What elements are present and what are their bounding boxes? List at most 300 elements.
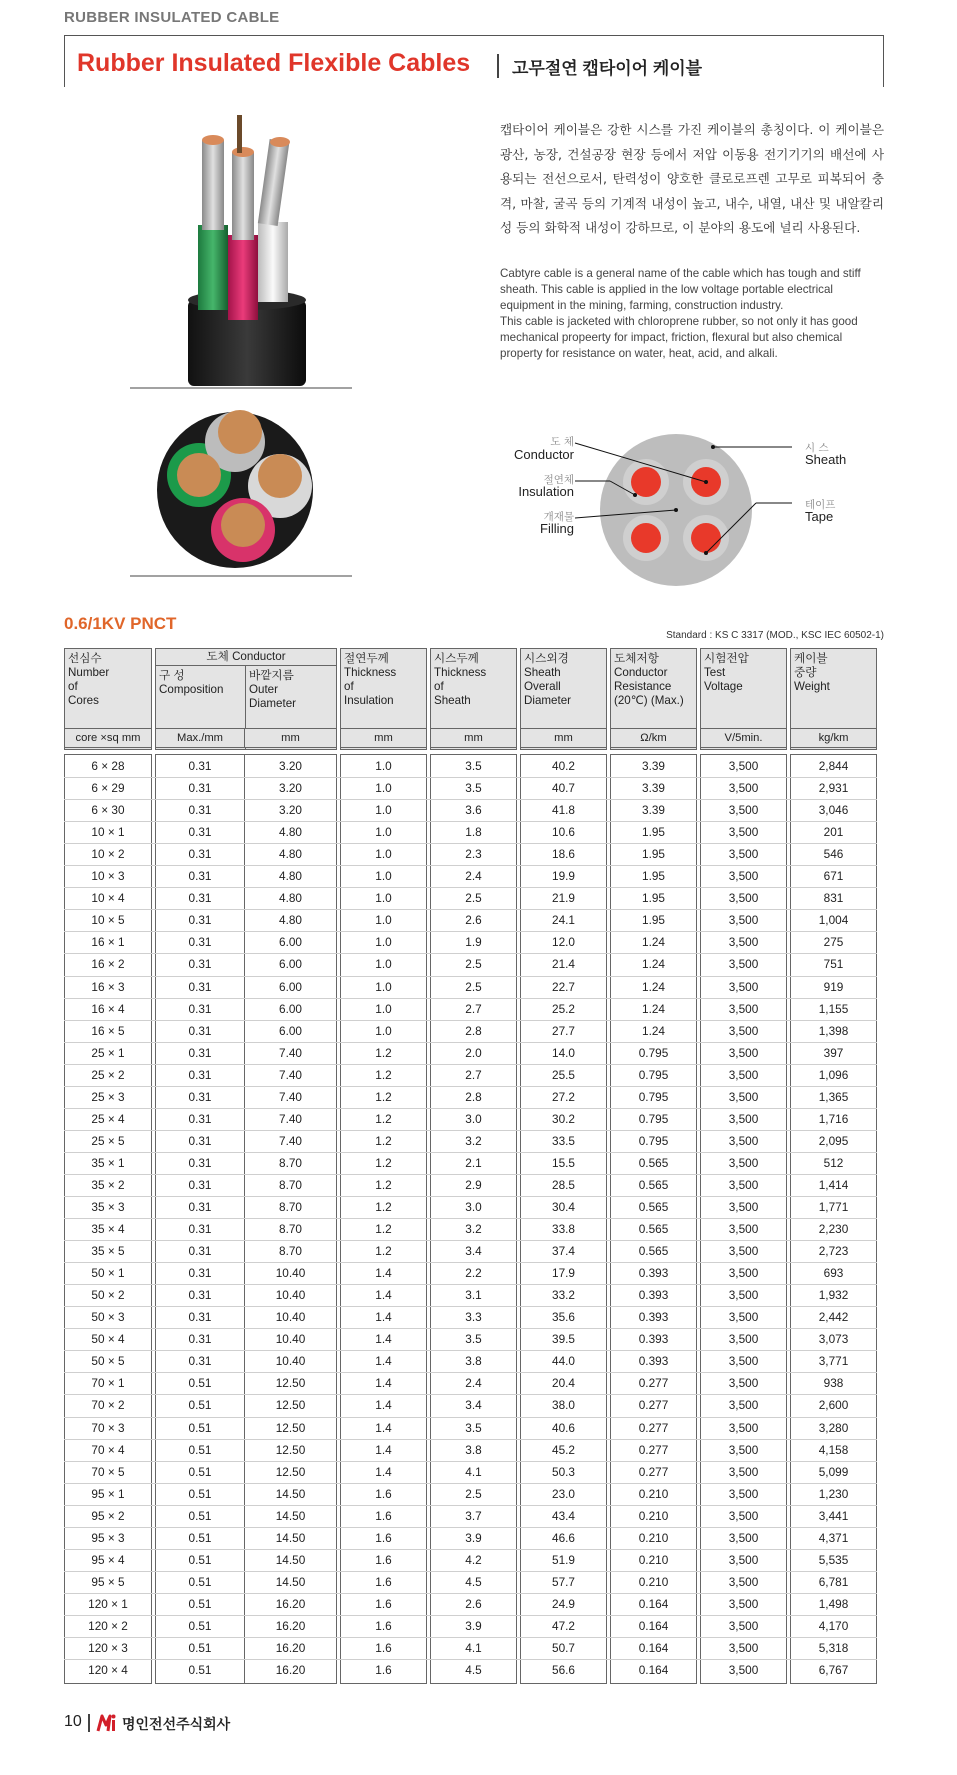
table-cell: 0.210 — [638, 1530, 669, 1545]
table-cell: 3.6 — [465, 803, 482, 818]
table-cell: 1.95 — [642, 847, 665, 862]
header-outer-ko: 바깥지름 — [249, 669, 294, 682]
section-label: RUBBER INSULATED CABLE — [64, 9, 280, 26]
table-cell: 95 × 5 — [91, 1574, 125, 1589]
table-cell: 4.80 — [279, 891, 302, 906]
table-cell: 0.31 — [188, 847, 212, 862]
description-english-p1: Cabtyre cable is a general name of the cable which has tough and stiff sheath. This cable is applied in the low voltage portable electrical equipment in the mining, farming, construction industry. — [500, 267, 861, 312]
table-cell: 3,500 — [728, 891, 759, 906]
table-cell: 3.8 — [465, 1442, 482, 1457]
table-cell: 25 × 4 — [91, 1111, 125, 1126]
table-cell: 27.2 — [552, 1089, 575, 1104]
table-cell: 1.0 — [375, 825, 392, 840]
title-divider — [497, 54, 499, 78]
conductor-core — [631, 467, 661, 497]
table-cell: 18.6 — [552, 847, 575, 862]
table-cell: 0.31 — [188, 825, 212, 840]
table-cell: 4,371 — [818, 1530, 849, 1545]
table-cell: 56.6 — [552, 1663, 575, 1678]
table-cell: 10 × 3 — [91, 869, 125, 884]
table-cell: 35 × 1 — [91, 1155, 125, 1170]
header-sheath-en: Thickness — [434, 666, 487, 679]
table-cell: 3,500 — [728, 1177, 759, 1192]
table-cell: 3,280 — [818, 1420, 849, 1435]
table-cell: 0.31 — [188, 1177, 212, 1192]
table-cell: 2.5 — [465, 979, 482, 994]
table-cell: 2,095 — [818, 1133, 849, 1148]
table-cell: 1.4 — [375, 1464, 392, 1479]
table-cell: 3,500 — [728, 847, 759, 862]
table-cell: 0.393 — [638, 1310, 669, 1325]
table-cell: 3,500 — [728, 913, 759, 928]
table-cell: 70 × 5 — [91, 1464, 125, 1479]
label-filling-ko: 개재물 — [543, 511, 574, 523]
table-cell: 1,498 — [818, 1596, 849, 1611]
table-cell: 5,318 — [818, 1641, 849, 1655]
page-title: Rubber Insulated Flexible Cables — [77, 49, 471, 77]
table-cell: 938 — [823, 1376, 844, 1391]
table-cell: 0.277 — [638, 1442, 669, 1457]
table-cell: 70 × 3 — [91, 1420, 125, 1435]
table-cell: 3,500 — [728, 1111, 759, 1126]
table-cell: 919 — [823, 979, 844, 994]
header-cores-ko: 선심수 — [68, 652, 102, 665]
table-cell: 3,500 — [728, 759, 759, 773]
table-cell: 40.2 — [552, 759, 575, 773]
table-cell: 201 — [823, 825, 844, 840]
table-cell: 3,500 — [728, 957, 759, 972]
table-cell: 1,365 — [818, 1089, 849, 1104]
table-cell: 275 — [823, 935, 844, 950]
table-cell: 4,170 — [818, 1618, 849, 1633]
table-cell: 2.7 — [465, 1001, 482, 1016]
table-cell: 0.51 — [188, 1486, 212, 1501]
table-cell: 1.24 — [642, 1001, 665, 1016]
table-cell: 3,500 — [728, 1089, 759, 1104]
table-cell: 12.50 — [275, 1398, 306, 1413]
table-cell: 50 × 1 — [91, 1266, 125, 1281]
table-cell: 0.393 — [638, 1288, 669, 1303]
table-cell: 95 × 2 — [91, 1508, 125, 1523]
header-sheath-en: Sheath — [434, 694, 471, 707]
table-cell: 70 × 1 — [91, 1376, 125, 1391]
table-cell: 3,500 — [728, 1266, 759, 1281]
table-cell: 3,500 — [728, 1398, 759, 1413]
table-cell: 1.2 — [375, 1045, 392, 1060]
table-cell: 1.0 — [375, 869, 392, 884]
table-cell: 0.210 — [638, 1486, 669, 1501]
table-cell: 1.2 — [375, 1200, 392, 1214]
table-cell: 3.39 — [642, 781, 665, 796]
table-cell: 0.393 — [638, 1332, 669, 1347]
table-cell: 3,500 — [728, 1023, 759, 1038]
table-cell: 10.40 — [275, 1266, 306, 1281]
table-cell: 1.6 — [375, 1486, 392, 1501]
table-cell: 3,500 — [728, 1045, 759, 1060]
table-cell: 5,099 — [818, 1464, 849, 1479]
table-cell: 0.31 — [188, 1310, 212, 1325]
unit-cell: V/5min. — [700, 728, 787, 748]
table-cell: 23.0 — [552, 1486, 575, 1501]
table-cell: 14.50 — [275, 1552, 306, 1567]
table-cell: 1,398 — [818, 1023, 849, 1038]
table-cell: 512 — [823, 1155, 844, 1170]
table-cell: 0.164 — [638, 1596, 669, 1611]
table-cell: 1.95 — [642, 891, 665, 906]
table-cell: 24.9 — [552, 1596, 575, 1611]
table-cell: 0.393 — [638, 1354, 669, 1369]
company-name: 명인전선주식회사 — [122, 1717, 231, 1733]
page-title-korean: 고무절연 캡타이어 케이블 — [512, 59, 703, 78]
table-cell: 40.7 — [552, 781, 575, 796]
table-cell: 1.0 — [375, 759, 392, 773]
table-cell: 25 × 1 — [91, 1045, 125, 1060]
table-cell: 2.7 — [465, 1067, 482, 1082]
table-cell: 3,500 — [728, 1420, 759, 1435]
table-cell: 38.0 — [552, 1398, 575, 1413]
table-cell: 2,230 — [818, 1222, 849, 1237]
table-cell: 3.8 — [465, 1354, 482, 1369]
table-cell: 1.6 — [375, 1552, 392, 1567]
table-cell: 3.20 — [279, 781, 302, 796]
table-cell: 2,442 — [818, 1310, 849, 1325]
table-cell: 0.31 — [188, 1111, 212, 1126]
table-cell: 1,004 — [818, 913, 849, 928]
table-cell: 1.95 — [642, 913, 665, 928]
table-cell: 1.0 — [375, 847, 392, 862]
table-cell: 7.40 — [279, 1089, 302, 1104]
table-cell: 50 × 3 — [91, 1310, 125, 1325]
table-cell: 2.8 — [465, 1089, 482, 1104]
table-cell: 1.4 — [375, 1354, 392, 1369]
label-conductor: Conductor — [514, 447, 574, 462]
table-cell: 3,500 — [728, 1310, 759, 1325]
table-cell: 1.2 — [375, 1111, 392, 1126]
table-cell: 2.2 — [465, 1266, 482, 1281]
unit-cell: mm — [520, 728, 607, 748]
table-cell: 17.9 — [552, 1266, 575, 1281]
table-cell: 12.50 — [275, 1442, 306, 1457]
table-cell: 0.31 — [188, 781, 212, 796]
table-cell: 4,158 — [818, 1442, 849, 1457]
table-cell: 25.5 — [552, 1067, 575, 1082]
table-cell: 0.31 — [188, 1023, 212, 1038]
table-cell: 3,500 — [728, 1288, 759, 1303]
table-cell: 2,723 — [818, 1244, 849, 1259]
table-cell: 3,500 — [728, 1200, 759, 1214]
table-cell: 0.31 — [188, 1288, 212, 1303]
table-cell: 1.6 — [375, 1618, 392, 1633]
table-cell: 0.51 — [188, 1618, 212, 1633]
table-cell: 4.80 — [279, 913, 302, 928]
table-cell: 16.20 — [275, 1641, 306, 1655]
header-insulation-ko: 절연두께 — [344, 652, 389, 665]
table-cell: 4.80 — [279, 869, 302, 884]
header-insulation-en: Insulation — [344, 694, 394, 707]
table-cell: 0.795 — [638, 1133, 669, 1148]
table-cell: 2.5 — [465, 957, 482, 972]
unit-cell: mm — [340, 728, 427, 748]
table-cell: 3,500 — [728, 1332, 759, 1347]
header-conductor-ko: 도체 — [206, 650, 229, 663]
table-cell: 120 × 1 — [88, 1596, 128, 1611]
table-cell: 6.00 — [279, 979, 302, 994]
table-cell: 14.50 — [275, 1486, 306, 1501]
table-cell: 33.2 — [552, 1288, 575, 1303]
table-cell: 70 × 2 — [91, 1398, 125, 1413]
table-cell: 3.0 — [465, 1111, 482, 1126]
table-cell: 16 × 1 — [91, 935, 125, 950]
table-cell: 2.4 — [465, 869, 482, 884]
table-cell: 1.2 — [375, 1067, 392, 1082]
table-cell: 3.9 — [465, 1618, 482, 1633]
table-cell: 3,073 — [818, 1332, 849, 1347]
table-cell: 95 × 3 — [91, 1530, 125, 1545]
table-cell: 30.4 — [552, 1200, 575, 1214]
header-weight-en: Weight — [794, 680, 830, 693]
table-cell: 3,500 — [728, 1618, 759, 1633]
table-cell: 16 × 3 — [91, 979, 125, 994]
table-cell: 7.40 — [279, 1111, 302, 1126]
header-insulation-en: of — [344, 680, 354, 693]
table-cell: 4.5 — [465, 1574, 482, 1589]
table-cell: 1.95 — [642, 825, 665, 840]
table-cell: 3.39 — [642, 803, 665, 818]
table-cell: 397 — [823, 1045, 844, 1060]
table-cell: 20.4 — [552, 1376, 575, 1391]
table-cell: 21.4 — [552, 957, 575, 972]
header-weight-ko: 중량 — [794, 666, 817, 679]
table-cell: 25 × 2 — [91, 1067, 125, 1082]
table-cell: 35 × 4 — [91, 1222, 125, 1237]
table-cell: 0.51 — [188, 1464, 212, 1479]
table-cell: 0.31 — [188, 1155, 212, 1170]
table-cell: 16.20 — [275, 1618, 306, 1633]
table-cell: 39.5 — [552, 1332, 575, 1347]
table-cell: 0.31 — [188, 979, 212, 994]
table-cell: 3,500 — [728, 1530, 759, 1545]
description-english-p2: This cable is jacketed with chloroprene rubber, so not only it has good mechanical propeerty for impact, friction, flexural but also chemical property for resistance on water, heat, acid, and alkali. — [500, 315, 858, 360]
table-cell: 1.0 — [375, 891, 392, 906]
table-cell: 0.565 — [638, 1222, 669, 1237]
table-cell: 3,500 — [728, 1222, 759, 1237]
table-cell: 3,500 — [728, 1596, 759, 1611]
table-cell: 120 × 3 — [88, 1641, 128, 1655]
table-cell: 0.31 — [188, 1067, 212, 1082]
table-cell: 3.5 — [465, 759, 482, 773]
table-cell: 7.40 — [279, 1133, 302, 1148]
table-cell: 671 — [823, 869, 844, 884]
table-cell: 6.00 — [279, 957, 302, 972]
unit-cell: Ω/km — [610, 728, 697, 748]
header-insulation-en: Thickness — [344, 666, 397, 679]
table-cell: 3,500 — [728, 979, 759, 994]
table-cell: 16.20 — [275, 1663, 306, 1678]
table-cell: 14.50 — [275, 1508, 306, 1523]
table-cell: 1.4 — [375, 1288, 392, 1303]
table-cell: 16 × 2 — [91, 957, 125, 972]
table-cell: 10.40 — [275, 1354, 306, 1369]
footer-divider — [88, 1714, 90, 1732]
table-cell: 2,600 — [818, 1398, 849, 1413]
table-cell: 0.51 — [188, 1376, 212, 1391]
table-cell: 0.277 — [638, 1420, 669, 1435]
table-cell: 3,500 — [728, 1442, 759, 1457]
table-cell: 3.4 — [465, 1244, 482, 1259]
table-cell: 3.20 — [279, 759, 302, 773]
table-cell: 8.70 — [279, 1200, 302, 1214]
table-cell: 0.565 — [638, 1200, 669, 1214]
table-cell: 4.1 — [465, 1641, 482, 1655]
table-cell: 6,781 — [818, 1574, 849, 1589]
table-cell: 0.393 — [638, 1266, 669, 1281]
table-cell: 120 × 4 — [88, 1663, 128, 1678]
table-cell: 0.565 — [638, 1244, 669, 1259]
table-cell: 0.31 — [188, 1001, 212, 1016]
table-cell: 1,230 — [818, 1486, 849, 1501]
table-cell: 2.0 — [465, 1045, 482, 1060]
header-sheath-en: of — [434, 680, 444, 693]
table-cell: 0.164 — [638, 1618, 669, 1633]
label-tape-ko: 테이프 — [805, 499, 836, 511]
table-cell: 0.795 — [638, 1111, 669, 1126]
table-cell: 8.70 — [279, 1155, 302, 1170]
table-cell: 1.6 — [375, 1596, 392, 1611]
table-cell: 50.3 — [552, 1464, 575, 1479]
table-cell: 10 × 5 — [91, 913, 125, 928]
table-cell: 1.6 — [375, 1663, 392, 1678]
table-cell: 0.51 — [188, 1442, 212, 1457]
table-cell: 3,500 — [728, 1641, 759, 1655]
table-cell: 10 × 2 — [91, 847, 125, 862]
table-cell: 19.9 — [552, 869, 575, 884]
table-cell: 1.24 — [642, 1023, 665, 1038]
table-cell: 16 × 4 — [91, 1001, 125, 1016]
table-cell: 16 × 5 — [91, 1023, 125, 1038]
table-cell: 12.50 — [275, 1420, 306, 1435]
table-cell: 2.6 — [465, 1596, 482, 1611]
table-cell: 3,500 — [728, 803, 759, 818]
table-cell: 546 — [823, 847, 844, 862]
table-cell: 1,771 — [818, 1200, 849, 1214]
table-cell: 0.31 — [188, 803, 212, 818]
unit-cell: mm — [430, 728, 517, 748]
header-od-en: Sheath — [524, 666, 561, 679]
table-cell: 0.277 — [638, 1376, 669, 1391]
table-cell: 2.3 — [465, 847, 482, 862]
table-cell: 33.8 — [552, 1222, 575, 1237]
table-cell: 0.31 — [188, 1045, 212, 1060]
table-cell: 7.40 — [279, 1045, 302, 1060]
table-cell: 6.00 — [279, 935, 302, 950]
page-number: 10 — [64, 1713, 82, 1730]
table-cell: 3,500 — [728, 825, 759, 840]
unit-cell: kg/km — [790, 728, 877, 748]
table-cell: 3,500 — [728, 1574, 759, 1589]
table-cell: 1.0 — [375, 913, 392, 928]
table-cell: 3,441 — [818, 1508, 849, 1523]
table-cell: 10 × 1 — [91, 825, 125, 840]
header-sheath-ko: 시스두께 — [434, 652, 479, 665]
table-cell: 751 — [823, 957, 844, 972]
table-cell: 1,932 — [818, 1288, 849, 1303]
table-cell: 6,767 — [818, 1663, 849, 1678]
table-cell: 30.2 — [552, 1111, 575, 1126]
table-cell: 1.4 — [375, 1266, 392, 1281]
table-cell: 6.00 — [279, 1023, 302, 1038]
table-cell: 6 × 29 — [91, 781, 125, 796]
table-cell: 15.5 — [552, 1155, 575, 1170]
table-cell: 0.51 — [188, 1641, 212, 1655]
table-cell: 0.164 — [638, 1663, 669, 1678]
label-sheath: Sheath — [805, 452, 847, 467]
table-cell: 2.4 — [465, 1376, 482, 1391]
table-cell: 2.9 — [465, 1177, 482, 1192]
table-cell: 3,500 — [728, 1133, 759, 1148]
table-cell: 1.2 — [375, 1155, 392, 1170]
table-cell: 0.210 — [638, 1552, 669, 1567]
table-cell: 1.4 — [375, 1420, 392, 1435]
table-cell: 1.6 — [375, 1508, 392, 1523]
company-logo-icon — [96, 1712, 118, 1734]
table-cell: 1.4 — [375, 1398, 392, 1413]
table-cell: 1.4 — [375, 1332, 392, 1347]
table-cell: 0.210 — [638, 1574, 669, 1589]
table-cell: 1.24 — [642, 979, 665, 994]
table-cell: 27.7 — [552, 1023, 575, 1038]
table-cell: 16.20 — [275, 1596, 306, 1611]
table-cell: 21.9 — [552, 891, 575, 906]
table-cell: 3.20 — [279, 803, 302, 818]
table-cell: 28.5 — [552, 1177, 575, 1192]
table-cell: 0.31 — [188, 759, 212, 773]
table-cell: 44.0 — [552, 1354, 575, 1369]
table-cell: 0.31 — [188, 1089, 212, 1104]
table-cell: 95 × 1 — [91, 1486, 125, 1501]
table-cell: 4.80 — [279, 847, 302, 862]
table-cell: 1.2 — [375, 1222, 392, 1237]
conductor-core — [631, 523, 661, 553]
table-cell: 1.24 — [642, 957, 665, 972]
header-outer-en: Diameter — [249, 697, 297, 710]
table-cell: 3,500 — [728, 1155, 759, 1170]
table-cell: 43.4 — [552, 1508, 575, 1523]
table-cell: 6.00 — [279, 1001, 302, 1016]
table-cell: 3,500 — [728, 1508, 759, 1523]
table-cell: 0.31 — [188, 1354, 212, 1369]
header-voltage-en: Voltage — [704, 680, 743, 693]
header-cores-en: Number — [68, 666, 110, 679]
table-cell: 3,500 — [728, 1354, 759, 1369]
table-cell: 3.9 — [465, 1530, 482, 1545]
table-cell: 1.9 — [465, 935, 482, 950]
table-cell: 25 × 5 — [91, 1133, 125, 1148]
header-cores-en: of — [68, 680, 78, 693]
label-insulation: Insulation — [518, 484, 574, 499]
table-cell: 40.6 — [552, 1420, 575, 1435]
table-cell: 2.8 — [465, 1023, 482, 1038]
table-cell: 0.51 — [188, 1574, 212, 1589]
table-cell: 1.4 — [375, 1310, 392, 1325]
table-cell: 0.31 — [188, 869, 212, 884]
table-cell: 3.5 — [465, 781, 482, 796]
table-cell: 25 × 3 — [91, 1089, 125, 1104]
table-cell: 120 × 2 — [88, 1618, 128, 1633]
label-filling: Filling — [540, 521, 574, 536]
table-cell: 12.50 — [275, 1464, 306, 1479]
table-cell: 1.8 — [465, 825, 482, 840]
table-cell: 41.8 — [552, 803, 575, 818]
